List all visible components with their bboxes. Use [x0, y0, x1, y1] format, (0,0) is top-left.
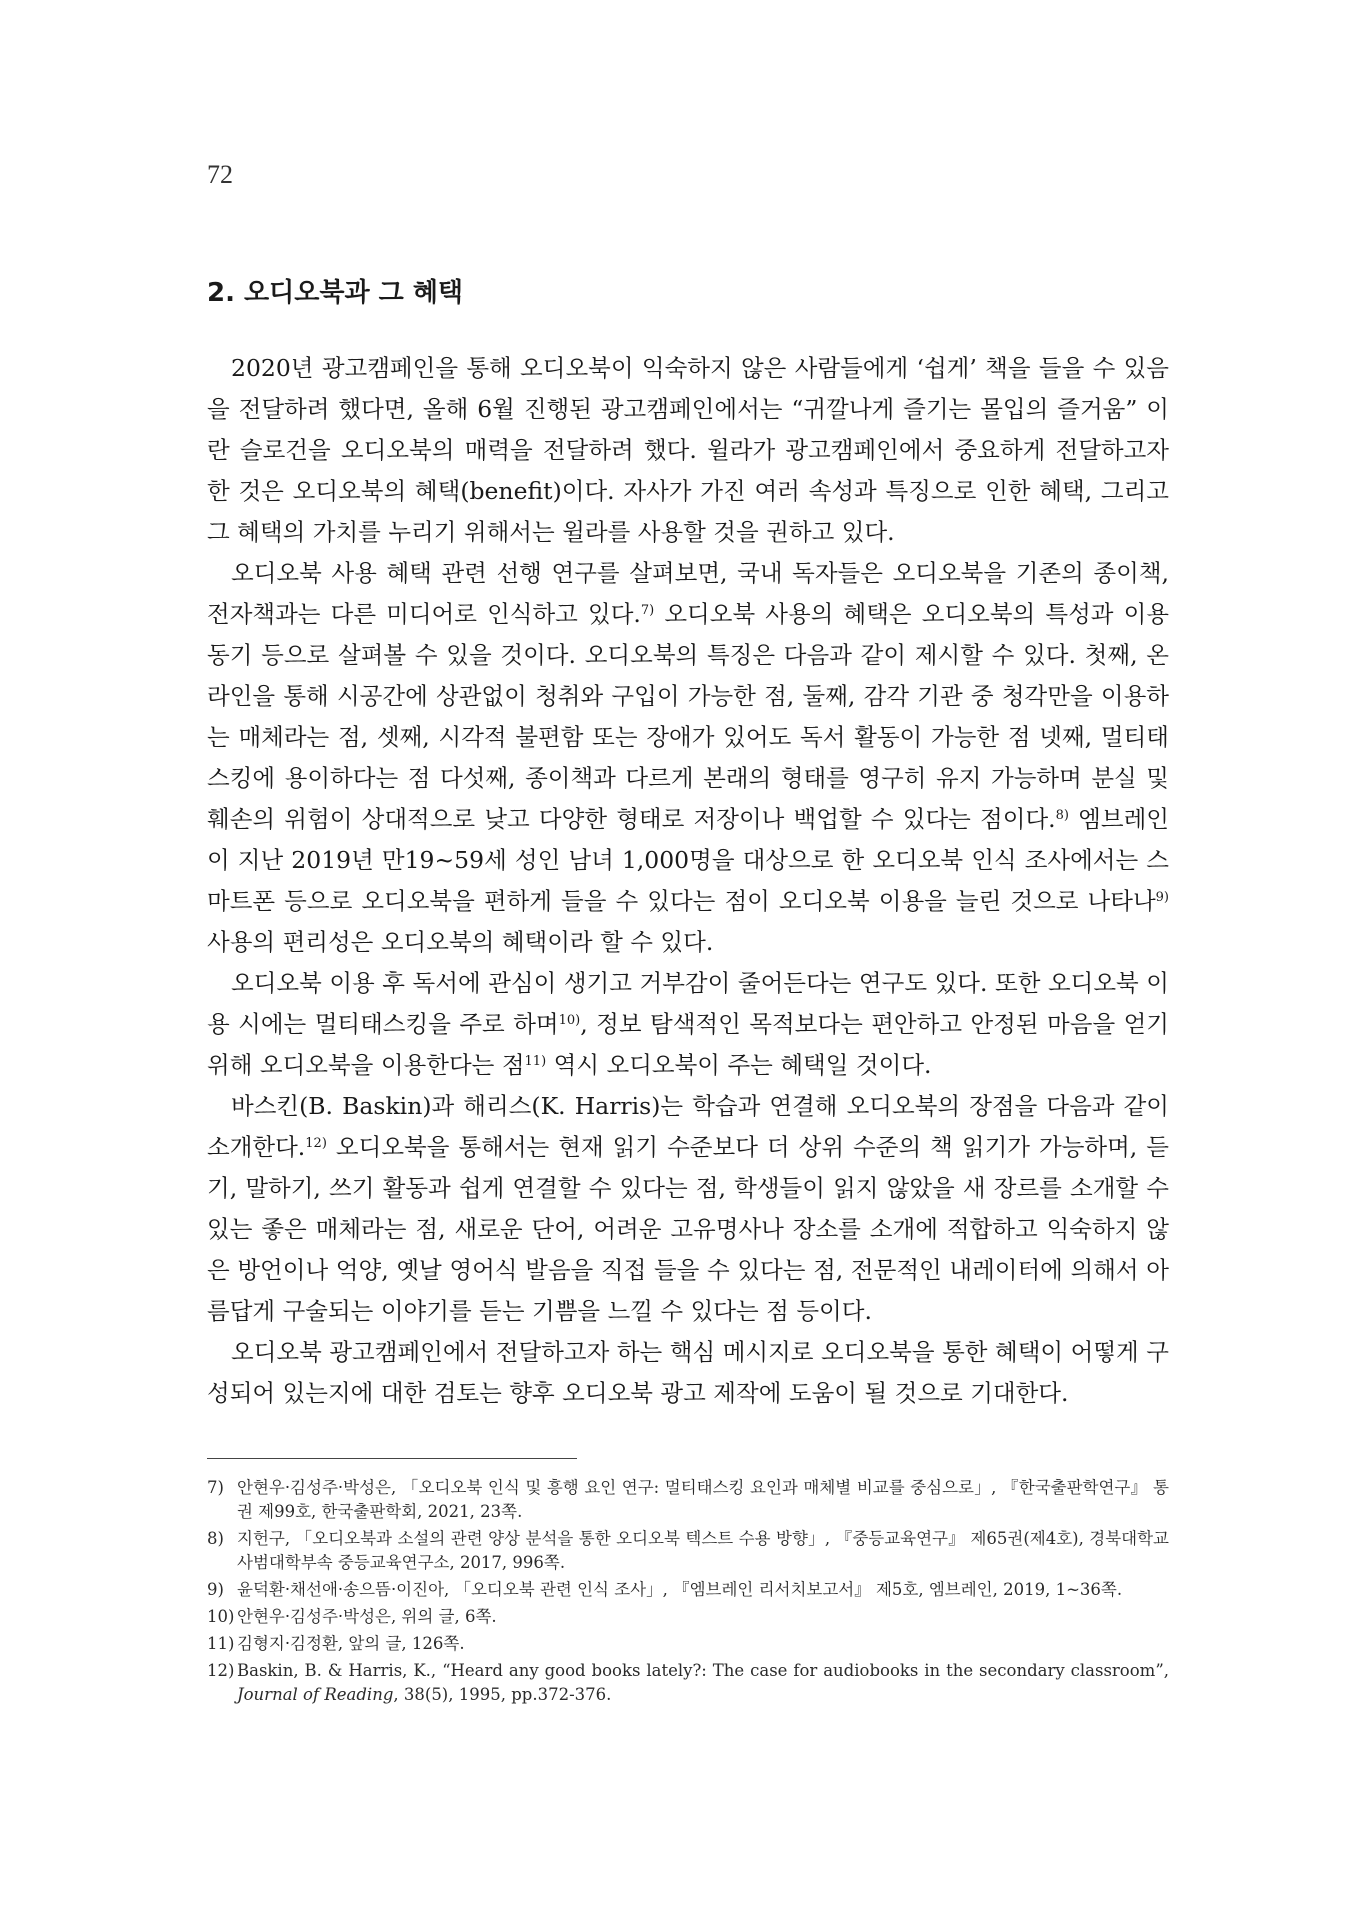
footnote-7 — [207, 1476, 1169, 1524]
paragraph-3-part-1: 오디오북 이용 후 독서에 관심이 생기고 거부감이 줄어든다는 연구도 있다. 또한 오디오북 이용 시에는 멀티태스킹을 주로 하며 — [207, 969, 1169, 1038]
footnote-number: 8) — [207, 1529, 224, 1548]
paragraph-2 — [207, 553, 1169, 963]
footnote-8 — [207, 1527, 1169, 1575]
footnote-ref-12: 12) — [305, 1136, 327, 1151]
footnote-journal-title: Journal of Reading — [237, 1685, 394, 1704]
footnote-text: Baskin, B. & Harris, K., “Heard any good books lately?: The case for audiobooks in the secondary classroom”, — [237, 1661, 1169, 1680]
footnote-11 — [207, 1632, 1169, 1656]
paragraph-2-part-1: 오디오북 사용 혜택 관련 선행 연구를 살펴보면, 국내 독자들은 오디오북을 기존의 종이책, 전자책과는 다른 미디어로 인식하고 있다. — [207, 559, 1169, 628]
footnote-text: 안현우·김성주·박성은, 위의 글, 6쪽. — [237, 1607, 497, 1626]
footnote-ref-11: 11) — [524, 1054, 547, 1069]
footnote-text: 윤덕환·채선애·송으뜸·이진아, 「오디오북 관련 인식 조사」, 『엠브레인 리서치보고서』 제5호, 엠브레인, 2019, 1~36쪽. — [237, 1580, 1123, 1599]
footnote-number: 9) — [207, 1580, 224, 1599]
body-text — [207, 348, 1169, 1414]
paragraph-2-part-2: 오디오북 사용의 혜택은 오디오북의 특성과 이용 동기 등으로 살펴볼 수 있을 것이다. 오디오북의 특징은 다음과 같이 제시할 수 있다. 첫째, 온라인을 통해 시공간에 상관없이 청취와 구입이 가능한 점, 둘째, 감각 기관 중 청각만을 이용하는 매체라는 점, 셋째, 시각적 불편함 또는 장애가 있어도 독서 활동이 가능한 점 넷째, 멀티태스킹에 용이하다는 점 다섯째, 종이책과 다르게 본래의 형태를 영구히 유지 가능하며 분실 및 훼손의 위험이 상대적으로 낮고 다양한 형태로 저장이나 백업할 수 있다는 점이다. — [207, 600, 1169, 833]
footnote-text: 지헌구, 「오디오북과 소설의 관련 양상 분석을 통한 오디오북 텍스트 수용 방향」, 『중등교육연구』 제65권(제4호), 경북대학교 사범대학부속 중등교육연구소, 2017, 996쪽. — [237, 1529, 1169, 1572]
footnote-text-end: , 38(5), 1995, pp.372-376. — [393, 1685, 612, 1704]
footnote-9 — [207, 1578, 1169, 1602]
footnote-ref-9: 9) — [1155, 890, 1169, 905]
section-heading: 2. 오디오북과 그 혜택 — [207, 278, 464, 308]
paragraph-2-part-3: 엠브레인이 지난 2019년 만19~59세 성인 남녀 1,000명을 대상으로 한 오디오북 인식 조사에서는 스마트폰 등으로 오디오북을 편하게 들을 수 있다는 점이 오디오북 이용을 늘린 것으로 나타나 — [207, 805, 1169, 915]
footnote-number: 11) — [207, 1634, 235, 1653]
paragraph-5: 오디오북 광고캠페인에서 전달하고자 하는 핵심 메시지로 오디오북을 통한 혜택이 어떻게 구성되어 있는지에 대한 검토는 향후 오디오북 광고 제작에 도움이 될 것으로 기대한다. — [207, 1338, 1169, 1407]
footnote-text: 김형지·김정환, 앞의 글, 126쪽. — [237, 1634, 465, 1653]
footnote-12 — [207, 1659, 1169, 1707]
footnote-10 — [207, 1605, 1169, 1629]
footnote-number: 12) — [207, 1661, 235, 1680]
paragraph-4 — [207, 1086, 1169, 1332]
footnote-ref-10: 10) — [558, 1013, 581, 1028]
footnotes — [207, 1476, 1169, 1710]
paragraph-3-part-2: , 정보 탐색적인 목적보다는 편안하고 안정된 마음을 얻기 위해 오디오북을 이용한다는 점 — [207, 1010, 1169, 1079]
paragraph-1: 2020년 광고캠페인을 통해 오디오북이 익숙하지 않은 사람들에게 ‘쉽게’ 책을 들을 수 있음을 전달하려 했다면, 올해 6월 진행된 광고캠페인에서는 “귀깔나게 즐기는 몰입의 즐거움” 이란 슬로건을 오디오북의 매력을 전달하려 했다. 윌라가 광고캠페인에서 중요하게 전달하고자 한 것은 오디오북의 혜택(benefit)이다. 자사가 가진 여러 속성과 특징으로 인한 혜택, 그리고 그 혜택의 가치를 누리기 위해서는 윌라를 사용할 것을 권하고 있다. — [207, 354, 1169, 546]
page-number: 72 — [207, 160, 233, 189]
footnote-ref-7: 7) — [640, 603, 655, 618]
footnote-divider — [207, 1458, 577, 1459]
footnote-number: 10) — [207, 1607, 235, 1626]
paragraph-3-part-3: 역시 오디오북이 주는 혜택일 것이다. — [546, 1051, 932, 1079]
footnote-number: 7) — [207, 1478, 224, 1497]
paragraph-2-part-4: 사용의 편리성은 오디오북의 혜택이라 할 수 있다. — [207, 928, 714, 956]
footnote-ref-8: 8) — [1055, 808, 1069, 823]
footnote-text: 안현우·김성주·박성은, 「오디오북 인식 및 흥행 요인 연구: 멀티태스킹 요인과 매체별 비교를 중심으로」, 『한국출판학연구』 통권 제99호, 한국출판학회, 2021, 23쪽. — [237, 1478, 1169, 1521]
paragraph-4-part-1: 바스킨(B. Baskin)과 해리스(K. Harris)는 학습과 연결해 오디오북의 장점을 다음과 같이 소개한다. — [207, 1092, 1169, 1161]
paragraph-4-part-2: 오디오북을 통해서는 현재 읽기 수준보다 더 상위 수준의 책 읽기가 가능하며, 듣기, 말하기, 쓰기 활동과 쉽게 연결할 수 있다는 점, 학생들이 읽지 않았을 새 장르를 소개할 수 있는 좋은 매체라는 점, 새로운 단어, 어려운 고유명사나 장소를 소개에 적합하고 익숙하지 않은 방언이나 억양, 옛날 영어식 발음을 직접 들을 수 있다는 점, 전문적인 내레이터에 의해서 아름답게 구술되는 이야기를 듣는 기쁨을 느낄 수 있다는 점 등이다. — [207, 1133, 1169, 1325]
paragraph-3 — [207, 963, 1169, 1086]
